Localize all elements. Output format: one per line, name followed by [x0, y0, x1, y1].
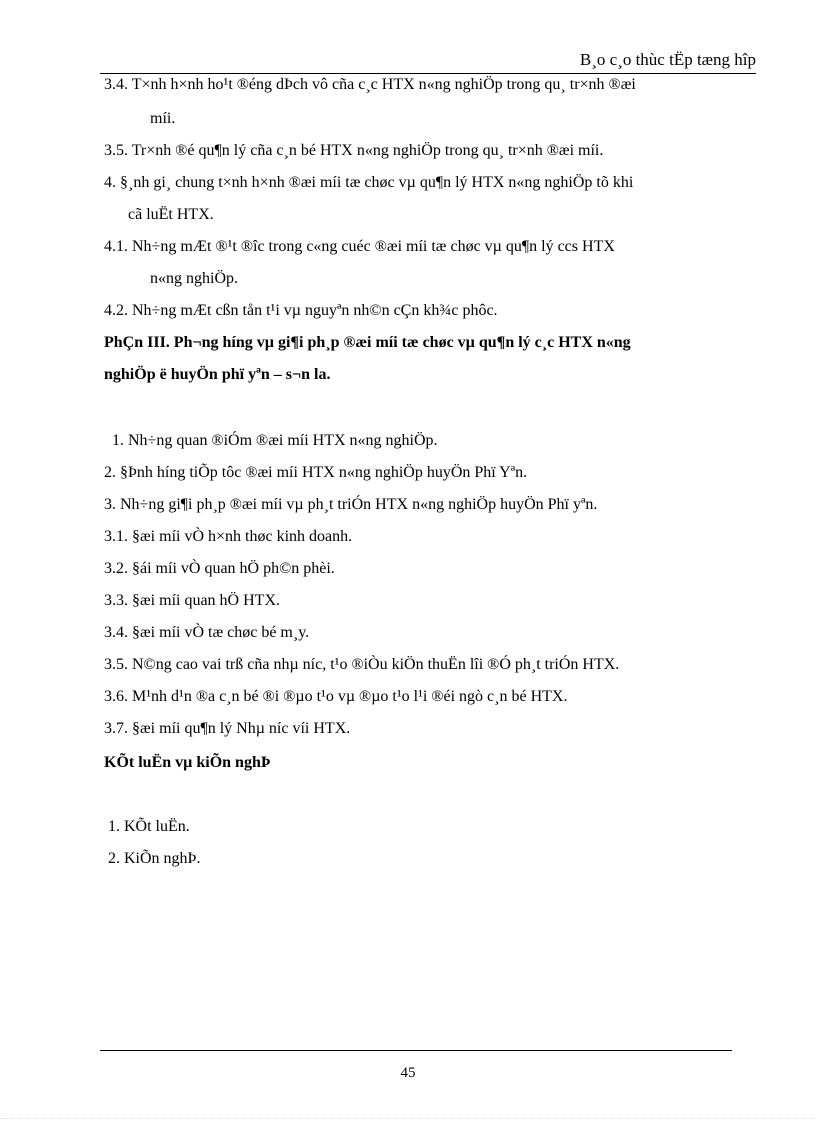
toc-line-3-7: 3.7. §æi míi qu¶n lý Nhµ níc víi HTX.: [104, 720, 351, 737]
toc-line-4: 4. §¸nh gi¸ chung t×nh h×nh ®æi míi tæ chøc vµ qu¶n lý HTX n«ng nghiÖp tõ khi: [104, 174, 634, 191]
toc-line-3-6: 3.6. M¹nh d¹n ®a c¸n bé ®i ®µo t¹o vµ ®µo t¹o l¹i ®éi ngò c¸n bé HTX.: [104, 688, 568, 705]
toc-line-3-5b: 3.5. N©ng cao vai trß cña nhµ níc, t¹o ®iÒu kiÖn thuËn lîi ®Ó ph¸t triÓn HTX.: [104, 656, 620, 673]
toc-part-3-heading: PhÇn III. Ph¬ng híng vµ gi¶i ph¸p ®æi míi tæ chøc vµ qu¶n lý c¸c HTX n«ng: [104, 334, 631, 351]
toc-line-3-4: 3.4. T×nh h×nh ho¹t ®éng dÞch vô cña c¸c HTX n«ng nghiÖp trong qu¸ tr×nh ®æi: [104, 76, 636, 93]
toc-line-2: 2. §Þnh híng tiÕp tôc ®æi míi HTX n«ng nghiÖp huyÖn Phï Yªn.: [104, 464, 528, 481]
toc-line-3-4-cont: míi.: [150, 110, 176, 127]
toc-conclusion-heading: KÕt luËn vµ kiÕn nghÞ: [104, 754, 271, 771]
page-number: 45: [400, 1065, 416, 1081]
toc-line-4-cont: cã luËt HTX.: [128, 206, 214, 223]
footer-divider: [100, 1050, 732, 1051]
header-title: B¸o c¸o thùc tËp tæng hîp: [579, 50, 756, 69]
toc-line-3-1: 3.1. §æi míi vÒ h×nh thøc kinh doanh.: [104, 528, 353, 545]
toc-line-3: 3. Nh÷ng gi¶i ph¸p ®æi míi vµ ph¸t triÓn HTX n«ng nghiÖp huyÖn Phï yªn.: [104, 496, 598, 513]
page-edge-dots: [0, 1118, 816, 1119]
toc-part-3-heading-cont: nghiÖp ë huyÖn phï yªn – s¬n la.: [104, 366, 331, 383]
toc-line-4-2: 4.2. Nh÷ng mÆt cßn tån t¹i vµ nguyªn nh©n cÇn kh¾c phôc.: [104, 302, 498, 319]
toc-line-3-4b: 3.4. §æi míi vÒ tæ chøc bé m¸y.: [104, 624, 310, 641]
header-divider: [100, 73, 756, 74]
toc-line-recommendation: 2. KiÕn nghÞ.: [108, 850, 201, 867]
toc-line-4-1-cont: n«ng nghiÖp.: [150, 270, 238, 287]
toc-line-1: 1. Nh÷ng quan ®iÓm ®æi míi HTX n«ng nghiÖp.: [112, 432, 438, 449]
toc-line-4-1: 4.1. Nh÷ng mÆt ®¹t ®îc trong c«ng cuéc ®æi míi tæ chøc vµ qu¶n lý ccs HTX: [104, 238, 615, 255]
toc-line-3-3: 3.3. §æi míi quan hÖ HTX.: [104, 592, 280, 609]
toc-line-3-2: 3.2. §ái míi vÒ quan hÖ ph©n phèi.: [104, 560, 335, 577]
toc-line-conclusion: 1. KÕt luËn.: [108, 818, 190, 835]
toc-line-3-5: 3.5. Tr×nh ®é qu¶n lý cña c¸n bé HTX n«ng nghiÖp trong qu¸ tr×nh ®æi míi.: [104, 142, 604, 159]
